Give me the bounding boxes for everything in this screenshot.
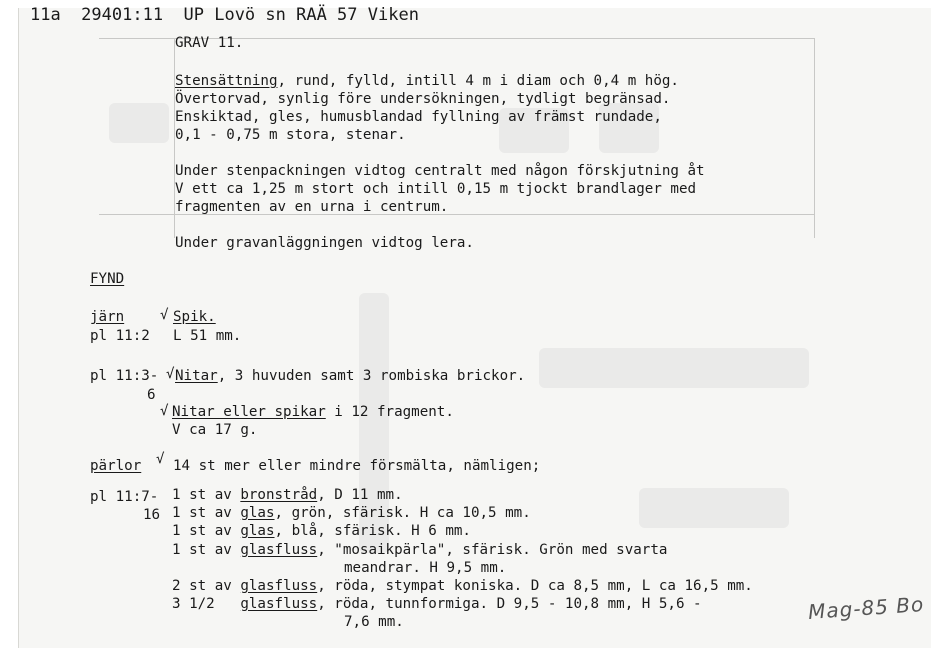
list-item: 1 st av glas, blå, sfärisk. H 6 mm. [172, 523, 471, 539]
term-stensattning: Stensättning [175, 73, 278, 89]
bleed-through-artifact [639, 488, 789, 528]
plate-ref-cont: 6 [147, 387, 156, 403]
category-parlor: pärlor [90, 458, 142, 474]
handwritten-stamp: Mag-85 Bo [807, 591, 925, 625]
catalog-header: 11a 29401:11 UP Lovö sn RAÄ 57 Viken [30, 5, 419, 25]
check-mark: √ [166, 366, 175, 382]
paragraph2-line1: Under stenpackningen vidtog centralt med någon förskjutning åt [175, 163, 705, 179]
paragraph2-line2: V ett ca 1,25 m stort och intill 0,15 m tjockt brandlager med [175, 181, 697, 197]
item-spik: Spik. [173, 309, 216, 325]
paragraph1-line2: Övertorvad, synlig före undersökningen, tydligt begränsad. [175, 91, 671, 107]
list-item: 2 st av glasfluss, röda, stympat koniska. D ca 8,5 mm, L ca 16,5 mm. [172, 578, 753, 594]
paragraph1-line4: 0,1 - 0,75 m stora, stenar. [175, 127, 406, 143]
grave-title: GRAV 11. [175, 35, 244, 51]
category-jarn: järn [90, 309, 125, 325]
list-item-cont: meandrar. H 9,5 mm. [344, 560, 507, 576]
plate-ref: pl 11:7- [90, 489, 159, 505]
paragraph1-line3: Enskiktad, gles, humusblandad fyllning av främst rundade, [175, 109, 662, 125]
bleed-through-line [814, 38, 815, 238]
list-item-cont: 7,6 mm. [344, 614, 404, 630]
item-spik-detail: L 51 mm. [173, 328, 242, 344]
list-item: 1 st av glasfluss, "mosaikpärla", sfärisk. Grön med svarta [172, 542, 668, 558]
list-item: 1 st av bronstråd, D 11 mm. [172, 487, 403, 503]
paragraph3: Under gravanläggningen vidtog lera. [175, 235, 474, 251]
paragraph2-line3: fragmenten av en urna i centrum. [175, 199, 449, 215]
check-mark: √ [160, 307, 169, 323]
bleed-through-artifact [539, 348, 809, 388]
fynd-heading: FYND [90, 271, 125, 287]
bleed-through-artifact [109, 103, 169, 143]
item-nitar-spikar-detail: V ca 17 g. [172, 422, 258, 438]
plate-ref: pl 11:2 [90, 328, 150, 344]
plate-ref-cont: 16 [143, 507, 161, 523]
list-item: 3 1/2 glasfluss, röda, tunnformiga. D 9,5 - 10,8 mm, H 5,6 - [172, 596, 702, 612]
item-nitar-spikar: Nitar eller spikar i 12 fragment. [172, 404, 454, 420]
list-item: 1 st av glas, grön, sfärisk. H ca 10,5 mm. [172, 505, 531, 521]
check-mark: √ [160, 403, 169, 419]
plate-ref: pl 11:3- [90, 368, 159, 384]
parlor-intro: 14 st mer eller mindre försmälta, nämligen; [173, 458, 541, 474]
check-mark: √ [156, 451, 165, 467]
paragraph1-line1: Stensättning, rund, fylld, intill 4 m i diam och 0,4 m hög. [175, 73, 679, 89]
item-nitar: Nitar, 3 huvuden samt 3 rombiska brickor. [175, 368, 526, 384]
